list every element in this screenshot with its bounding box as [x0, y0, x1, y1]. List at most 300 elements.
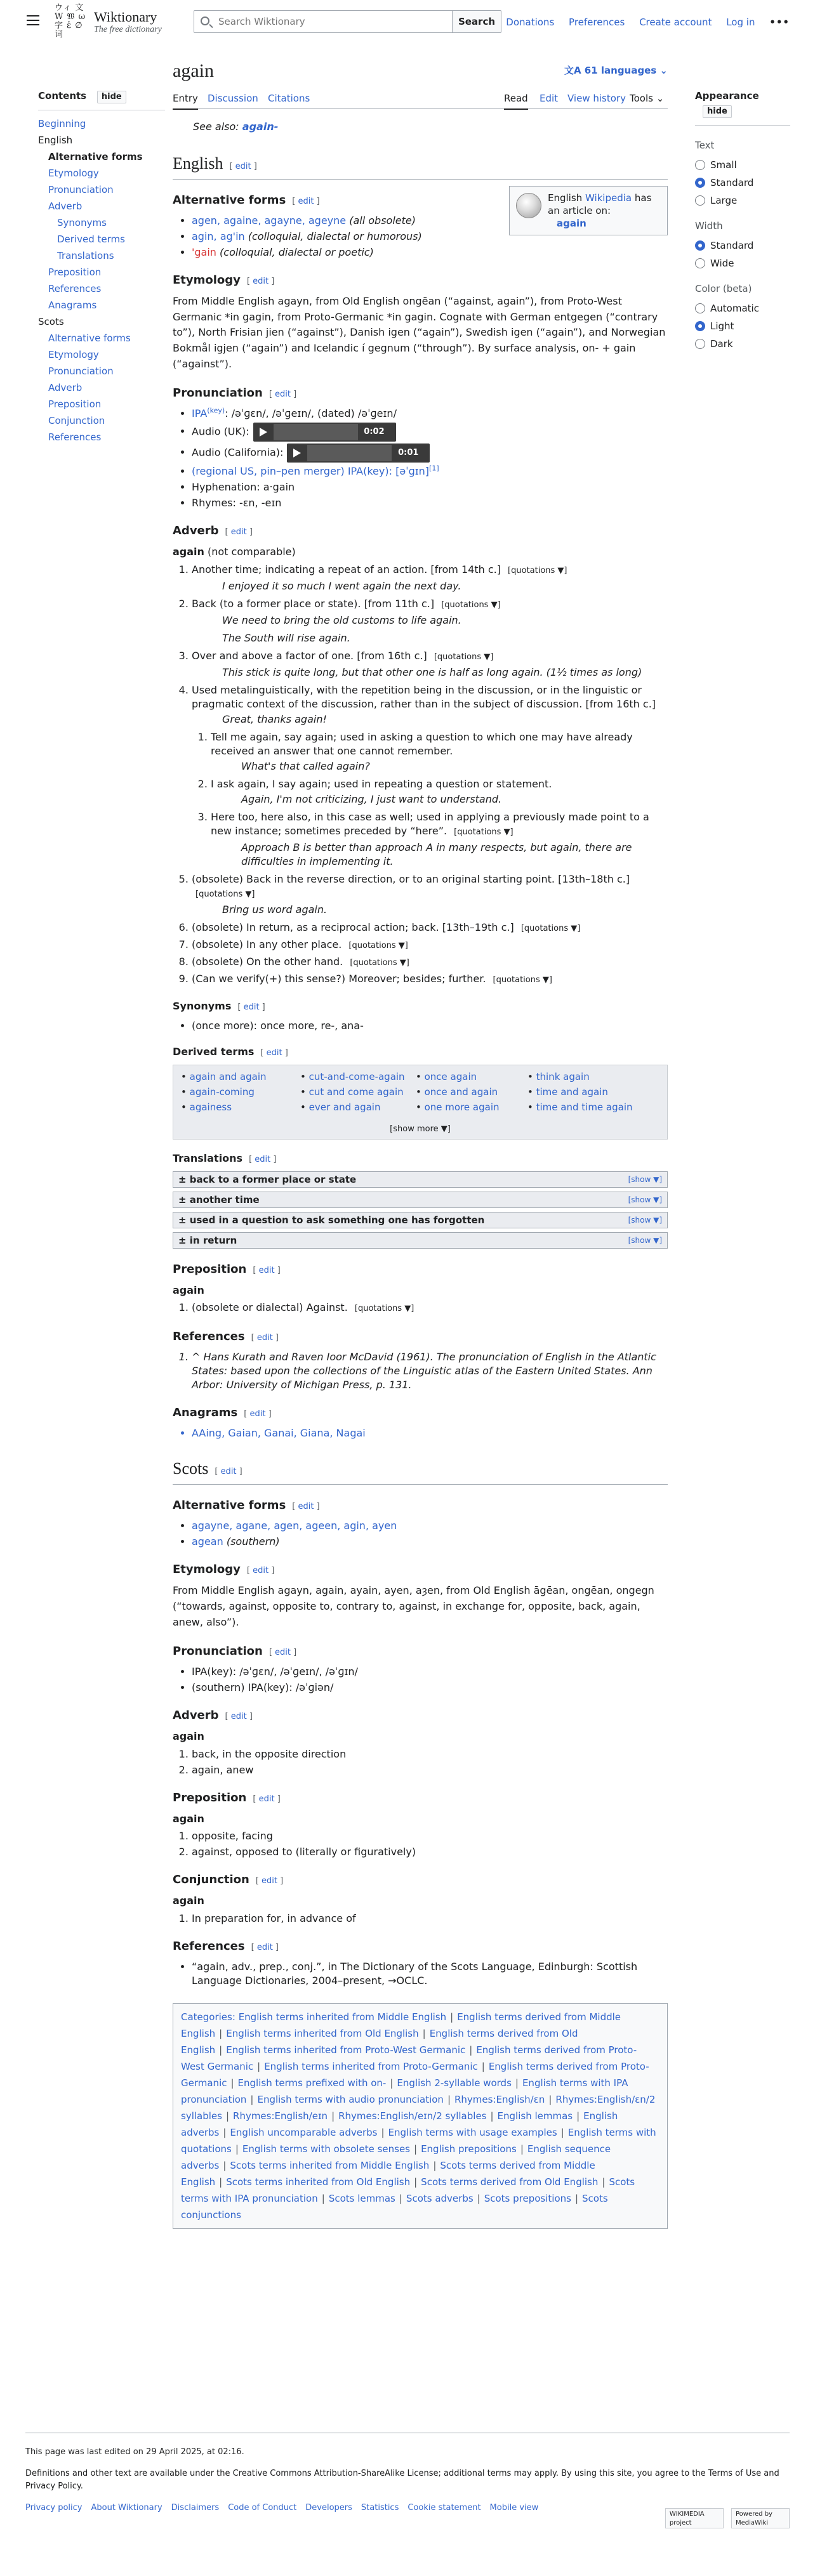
ipa-key-link[interactable]: (key) — [207, 406, 225, 415]
category-link[interactable]: Rhymes:English/ɛn — [454, 2094, 545, 2106]
toc-title: Contents — [38, 90, 87, 102]
languages-button[interactable]: 文A 61 languages ⌄ — [564, 65, 668, 76]
category-link[interactable]: English terms prefixed with on- — [237, 2077, 387, 2089]
category-separator: | — [560, 2127, 564, 2139]
derived-term-link[interactable]: • time and again — [527, 1084, 633, 1100]
usage-example: What's that called again? — [241, 759, 370, 772]
toc-item[interactable]: Etymology — [48, 168, 99, 180]
radio-icon — [695, 303, 705, 313]
category-separator: | — [225, 2110, 230, 2122]
category-separator: | — [223, 2127, 227, 2139]
edit-link[interactable]: [ edit ] — [255, 1876, 284, 1886]
appearance-panel — [695, 89, 790, 350]
usage-example: Bring us word again. — [222, 903, 328, 916]
mediawiki-badge[interactable]: Powered by MediaWiki — [731, 2508, 790, 2528]
edit-link[interactable]: [ edit ] — [260, 1048, 288, 1058]
main-menu-icon[interactable] — [27, 15, 39, 25]
usage-example: This stick is quite long, but that other one is half as long again. (1½ times as long) — [222, 666, 642, 678]
category-link[interactable]: English lemmas — [497, 2110, 573, 2122]
toc-item[interactable]: Beginning — [38, 118, 86, 130]
sense-item — [192, 972, 668, 987]
quotations-toggle[interactable]: [quotations ▼] — [493, 975, 552, 985]
edit-link[interactable]: [ edit ] — [215, 1467, 242, 1477]
sense-item — [192, 683, 668, 869]
search-input[interactable] — [217, 15, 484, 28]
heading-text: Adverb — [173, 523, 219, 537]
quotations-toggle[interactable]: [quotations ▼] — [434, 652, 494, 662]
footer-link[interactable]: Cookie statement — [408, 2503, 481, 2513]
radio-label: Standard — [710, 240, 754, 251]
category-separator: | — [219, 2028, 223, 2040]
sense-date: [13th–19th c.] — [442, 921, 517, 933]
scots-pronunciation-heading — [173, 1643, 668, 1661]
derived-term-link[interactable]: • once and again — [416, 1084, 500, 1100]
edit-link[interactable]: [ edit ] — [246, 1566, 275, 1576]
color-light-radio[interactable] — [695, 320, 790, 332]
site-title[interactable]: Wiktionary — [94, 9, 157, 25]
list-item[interactable]: • AAing, Gaian, Ganai, Giana, Nagai — [192, 1426, 668, 1440]
headword: again — [173, 1812, 204, 1825]
heading-text: Etymology — [173, 273, 241, 287]
edit-link[interactable]: [ edit ] — [246, 276, 275, 286]
show-toggle[interactable]: [show ▼] — [628, 1174, 662, 1184]
category-link[interactable]: English terms inherited from Proto-West Germanic — [226, 2044, 466, 2056]
category-link[interactable]: English terms inherited from Middle English — [238, 2011, 447, 2023]
category-link[interactable]: English terms with usage examples — [388, 2127, 557, 2139]
edit-link[interactable]: [ edit ] — [225, 1711, 253, 1721]
ipa-link[interactable]: IPA — [192, 407, 208, 419]
subsense-item — [211, 730, 668, 773]
user-links — [494, 15, 790, 30]
heading-text: Pronunciation — [173, 386, 263, 400]
toc-item[interactable]: Synonyms — [57, 217, 107, 229]
sense-item — [192, 955, 668, 970]
quotations-toggle[interactable]: [quotations ▼] — [348, 940, 408, 950]
show-toggle[interactable]: [show ▼] — [628, 1235, 662, 1245]
edit-link[interactable]: [ edit ] — [229, 161, 257, 171]
sense-item — [192, 649, 668, 680]
derived-term-link[interactable]: • again-coming — [181, 1084, 267, 1100]
category-link[interactable]: Scots adverbs — [406, 2193, 474, 2205]
radio-label: Wide — [710, 258, 734, 269]
edit-link[interactable]: [ edit ] — [253, 1265, 281, 1275]
radio-icon — [695, 160, 705, 170]
headword: again — [173, 1730, 204, 1742]
derived-term-link[interactable]: • think again — [527, 1069, 633, 1084]
headword-note: (not comparable) — [208, 545, 296, 558]
list-item: • $IPA^{(key)}$: /əˈɡɛn/, /əˈɡeɪn/, (dated) /əˈɡeɪn/ — [192, 407, 668, 421]
width-wide-radio[interactable] — [695, 258, 790, 269]
derived-term-link[interactable]: • once again — [416, 1069, 500, 1084]
alt-form-links[interactable]: agean — [192, 1535, 223, 1548]
quotations-toggle[interactable]: [quotations ▼] — [350, 957, 409, 968]
sense-date: [from 16th c.] — [585, 697, 656, 710]
etymology-heading — [173, 272, 668, 290]
wikipedia-globe-icon — [516, 193, 541, 218]
color-label: Color (beta) — [695, 283, 752, 294]
category-link[interactable]: Scots terms derived from Old English — [421, 2176, 599, 2188]
tab-edit[interactable]: Edit — [540, 93, 559, 104]
category-link[interactable]: Scots terms inherited from Middle English — [230, 2160, 430, 2172]
toc-item[interactable]: Anagrams — [48, 299, 97, 312]
heading-text: Etymology — [173, 1563, 241, 1577]
list-item: • IPA(key): /əˈɡɛn/, /əˈɡeɪn/, /əˈɡɪn/ — [192, 1665, 668, 1679]
category-link[interactable]: Scots conjunctions — [181, 2193, 608, 2221]
main-content — [173, 58, 668, 2229]
usage-example: Again, I'm not criticizing, I just want to understand. — [241, 792, 502, 805]
synonyms-list — [173, 1019, 668, 1033]
see-also-label: See also: — [193, 121, 239, 133]
rhymes-text[interactable]: Rhymes: -ɛn, -eɪn — [192, 496, 282, 509]
quotations-toggle[interactable]: [quotations ▼] — [520, 923, 581, 933]
audio-player-uk[interactable] — [253, 423, 396, 442]
list-item: 2. against, opposed to (literally or figuratively) — [192, 1845, 668, 1859]
appearance-hide-button[interactable]: hide — [703, 105, 732, 118]
preposition-heading — [173, 1261, 668, 1279]
toc-item[interactable]: Preposition — [48, 398, 102, 411]
derived-terms-heading — [173, 1044, 668, 1061]
scots-alt-forms-list — [173, 1519, 668, 1549]
translation-box[interactable] — [173, 1192, 668, 1208]
derived-term-link[interactable]: • one more again — [416, 1100, 500, 1115]
alt-form-note: (southern) — [226, 1535, 280, 1548]
ipa-text: /əˈɡɛn/, /əˈɡeɪn/, (dated) /əˈɡeɪn/ — [231, 407, 397, 419]
audio-progress-bar[interactable] — [274, 424, 358, 440]
play-icon[interactable] — [293, 449, 301, 457]
text-size-label: Text — [695, 139, 715, 151]
regional-ipa[interactable]: (regional US, pin–pen merger) IPA(key): [əˈɡɪn] — [192, 464, 430, 477]
edit-link[interactable]: [ edit ] — [249, 1154, 277, 1164]
references-list — [173, 1350, 668, 1392]
category-separator: | — [230, 2077, 234, 2089]
adverb-senses — [173, 563, 668, 987]
wikibox-text: English — [548, 192, 583, 204]
see-also-link[interactable]: again- — [242, 121, 279, 133]
quotations-toggle[interactable]: [quotations ▼] — [454, 827, 514, 837]
category-link[interactable]: English terms inherited from Proto-Germanic — [264, 2061, 478, 2073]
heading-text: References — [173, 1940, 245, 1954]
quotations-toggle[interactable]: [quotations ▼] — [508, 565, 567, 575]
headword: again — [173, 545, 204, 558]
audio-player-california[interactable] — [287, 444, 430, 463]
color-automatic-radio[interactable] — [695, 303, 790, 314]
derived-terms-column — [416, 1069, 500, 1115]
width-standard-radio[interactable] — [695, 240, 790, 251]
toc-item[interactable]: Pronunciation — [48, 365, 114, 378]
alt-form-links[interactable]: 'gain — [192, 246, 216, 258]
audio-duration: 0:01 — [398, 447, 419, 457]
toc-item[interactable]: Etymology — [48, 349, 99, 361]
sense-item — [192, 921, 668, 936]
donations-link[interactable]: Donations — [506, 16, 555, 28]
toc-hide-button[interactable]: hide — [97, 91, 126, 103]
category-link[interactable]: English terms with quotations — [181, 2127, 656, 2155]
radio-selected-icon — [695, 321, 705, 331]
scots-conjunction-senses — [173, 1912, 668, 1926]
sense-text: Back (to a former place or state). — [192, 597, 364, 610]
subsense-item — [211, 810, 668, 869]
play-icon[interactable] — [260, 428, 267, 437]
list-item — [192, 1301, 668, 1316]
translations-list — [173, 1171, 668, 1249]
heading-text: Synonyms — [173, 999, 232, 1012]
quotations-toggle[interactable]: [quotations ▼] — [195, 889, 255, 899]
toc-item[interactable]: Conjunction — [48, 415, 105, 427]
sense-date: [from 16th c.] — [357, 649, 430, 662]
footer-link[interactable]: Mobile view — [489, 2503, 539, 2513]
tab-tools[interactable]: Tools ⌄ — [630, 93, 665, 104]
search-button[interactable]: Search — [452, 10, 501, 33]
edit-link[interactable]: [ edit ] — [268, 1647, 297, 1657]
category-link[interactable]: English terms derived from Middle English — [181, 2011, 621, 2040]
scots-preposition-senses — [173, 1829, 668, 1859]
category-link[interactable]: English 2-syllable words — [397, 2077, 512, 2089]
category-link[interactable]: Scots terms with IPA pronunciation — [181, 2176, 635, 2205]
toc-item[interactable]: Adverb — [48, 200, 83, 213]
footer-link[interactable]: Privacy policy — [25, 2503, 83, 2513]
category-link[interactable]: English terms inherited from Old English — [226, 2028, 419, 2040]
footer-link[interactable]: Disclaimers — [171, 2503, 220, 2513]
text-size-standard-radio[interactable] — [695, 177, 790, 188]
anagrams-list — [173, 1426, 668, 1440]
list-item: 1. back, in the opposite direction — [192, 1747, 668, 1761]
derived-term-link[interactable]: • againess — [181, 1100, 267, 1115]
quotations-toggle[interactable]: [quotations ▼] — [354, 1304, 414, 1314]
list-item — [192, 1519, 668, 1533]
category-link[interactable]: Rhymes:English/eɪn — [233, 2110, 328, 2122]
category-link[interactable]: English prepositions — [421, 2143, 517, 2155]
category-link[interactable]: Rhymes:English/ɛn/2 syllables — [181, 2094, 656, 2122]
edit-link[interactable]: [ edit ] — [268, 389, 297, 399]
translation-box[interactable] — [173, 1171, 668, 1188]
translation-gloss: ± used in a question to ask something one has forgotten — [178, 1214, 485, 1226]
footer-link[interactable]: About Wiktionary — [91, 2503, 162, 2513]
toc-item[interactable]: References — [48, 431, 102, 444]
sense-text: (Can we verify(+) this sense?) Moreover; besides; further. — [192, 972, 489, 985]
tab-citations[interactable]: Citations — [268, 93, 310, 104]
category-link[interactable]: English adverbs — [181, 2110, 618, 2139]
derived-term-link[interactable]: • cut and come again — [300, 1084, 405, 1100]
tab-view-history[interactable]: View history — [567, 93, 626, 104]
tab-discussion[interactable]: Discussion — [208, 93, 258, 104]
edit-link[interactable]: [ edit ] — [237, 1002, 265, 1012]
adverb-heading — [173, 523, 668, 541]
category-link[interactable]: English terms with audio pronunciation — [257, 2094, 444, 2106]
more-options-icon[interactable]: ••• — [769, 16, 790, 28]
list-item[interactable]: • (once more): once more, re-, ana- — [192, 1019, 668, 1033]
references-heading — [173, 1329, 668, 1346]
derived-term-link[interactable]: • cut-and-come-again — [300, 1069, 405, 1084]
heading-text: Preposition — [173, 1791, 247, 1804]
heading-text: Conjunction — [173, 1873, 249, 1887]
category-separator: | — [576, 2110, 580, 2122]
category-separator: | — [548, 2094, 552, 2106]
usage-example: The South will rise again. — [222, 631, 350, 644]
derived-term-link[interactable]: • ever and again — [300, 1100, 405, 1115]
heading-text: References — [173, 1330, 245, 1344]
category-link[interactable]: English sequence adverbs — [181, 2143, 611, 2172]
category-separator: | — [321, 2193, 325, 2205]
page-footer — [25, 2433, 790, 2527]
license-text: Definitions and other text are available under the Creative Commons Attribution-ShareAlike License; additional terms may apply. By using this site, you agree to the Terms of Use and Privacy Policy. — [25, 2469, 779, 2492]
alt-form-links[interactable]: agin, ag'in — [192, 230, 245, 242]
translation-box[interactable] — [173, 1232, 668, 1249]
wikipedia-link[interactable]: Wikipedia — [585, 192, 632, 204]
translation-box[interactable] — [173, 1212, 668, 1228]
sense-text: (obsolete) Back in the reverse direction, or to an original starting point. — [192, 872, 559, 885]
radio-label: Light — [710, 320, 734, 332]
sense-text: (obsolete) On the other hand. — [192, 955, 347, 968]
radio-label: Small — [710, 159, 737, 171]
list-item — [192, 496, 668, 510]
list-item — [192, 423, 668, 442]
edit-link[interactable]: [ edit ] — [225, 527, 253, 537]
reference-link[interactable]: [1] — [429, 464, 439, 473]
footer-link[interactable]: Code of Conduct — [228, 2503, 297, 2513]
create-account-link[interactable]: Create account — [639, 16, 712, 28]
heading-text: English — [173, 154, 223, 173]
category-separator: | — [223, 2160, 227, 2172]
category-separator: | — [422, 2028, 426, 2040]
sense-date: [from 14th c.] — [430, 563, 505, 575]
wikipedia-article-link[interactable]: again — [557, 217, 586, 229]
category-link[interactable]: English terms with obsolete senses — [242, 2143, 410, 2155]
synonyms-heading — [173, 999, 668, 1015]
appearance-divider — [695, 125, 790, 126]
edit-link[interactable]: [ edit ] — [253, 1794, 281, 1804]
category-separator: | — [219, 2044, 223, 2056]
radio-label: Standard — [710, 176, 754, 188]
heading-text: Scots — [173, 1459, 209, 1478]
toc-item[interactable]: Preposition — [48, 266, 102, 279]
text-size-small-radio[interactable] — [695, 159, 790, 171]
edit-link[interactable]: [ edit ] — [251, 1333, 279, 1343]
text-size-large-radio[interactable] — [695, 195, 790, 206]
edit-link[interactable]: [ edit ] — [251, 1943, 279, 1953]
wiktionary-logo[interactable]: ウィ 文 W 𝔚 ω 字 ἐ ∅ 词 — [55, 3, 86, 39]
toc-item[interactable]: Adverb — [48, 382, 83, 394]
toc-item[interactable]: References — [48, 283, 102, 295]
tab-read[interactable]: Read — [504, 91, 528, 110]
derived-terms-column — [181, 1069, 267, 1115]
sense-text: Over and above a factor of one. — [192, 649, 357, 662]
category-link[interactable]: Scots terms derived from Middle English — [181, 2160, 595, 2188]
category-separator: | — [450, 2011, 454, 2023]
list-item — [192, 246, 477, 260]
quotations-toggle[interactable]: [quotations ▼] — [441, 600, 501, 610]
toc-item[interactable]: Scots — [38, 316, 64, 328]
tab-entry[interactable]: Entry — [173, 91, 198, 110]
search-icon — [201, 16, 209, 25]
alt-form-links[interactable]: agen, againe, agayne, ageyne — [192, 214, 347, 227]
radio-selected-icon — [695, 178, 705, 188]
edit-link[interactable]: [ edit ] — [244, 1409, 272, 1419]
category-link[interactable]: English terms with IPA pronunciation — [181, 2077, 628, 2106]
derived-term-link[interactable]: • again and again — [181, 1069, 267, 1084]
pronunciation-heading — [173, 385, 668, 403]
audio-progress-bar[interactable] — [307, 445, 392, 461]
sense-text: (obsolete) In return, as a reciprocal action; back. — [192, 921, 442, 933]
languages-label: 61 languages — [584, 65, 657, 76]
derived-term-link[interactable]: • time and time again — [527, 1100, 633, 1115]
toc-item[interactable]: Alternative forms — [48, 332, 131, 345]
category-separator: | — [390, 2077, 394, 2089]
category-link[interactable]: Scots terms inherited from Old English — [226, 2176, 411, 2188]
category-separator: | — [481, 2061, 485, 2073]
alt-form-links[interactable]: agayne, agane, agen, ageen, agin, ayen — [192, 1520, 397, 1532]
list-item: 1. ^ Hans Kurath and Raven Ioor McDavid (1961). The pronunciation of English in the Atlantic States: based upon the collections of the Linguistic atlas of the Eastern United States. Ann Arbor: University of Michigan Press, p. 131. — [192, 1350, 668, 1392]
footer-badges — [660, 2508, 790, 2529]
category-separator: | — [414, 2143, 418, 2155]
category-separator: | — [477, 2193, 480, 2205]
category-separator: | — [414, 2176, 418, 2188]
edit-link[interactable]: [ edit ] — [292, 1502, 320, 1512]
footer-link[interactable]: Developers — [305, 2503, 352, 2513]
list-item: 2. again, anew — [192, 1763, 668, 1777]
category-link[interactable]: English terms derived from Old English — [181, 2028, 578, 2056]
width-label: Width — [695, 220, 723, 232]
sense-item — [192, 938, 668, 953]
heading-text: Alternative forms — [173, 193, 286, 207]
category-separator: | — [235, 2143, 239, 2155]
color-dark-radio[interactable] — [695, 338, 790, 350]
category-separator: | — [433, 2160, 437, 2172]
scots-adverb-senses — [173, 1747, 668, 1777]
usage-example: Great, thanks again! — [222, 713, 327, 725]
edit-link[interactable]: [ edit ] — [292, 196, 320, 206]
derived-terms-column — [300, 1069, 405, 1115]
category-separator: | — [490, 2110, 494, 2122]
anagrams-heading — [173, 1405, 668, 1423]
category-link[interactable]: English uncomparable adverbs — [230, 2127, 378, 2139]
site-header — [0, 0, 815, 44]
category-link[interactable]: Rhymes:English/eɪn/2 syllables — [338, 2110, 487, 2122]
category-separator: | — [257, 2061, 261, 2073]
headword: again — [173, 1895, 204, 1907]
toc-item[interactable]: Pronunciation — [48, 184, 114, 196]
scots-adverb-heading — [173, 1707, 668, 1725]
wikimedia-badge[interactable]: WIKIMEDIA project — [665, 2508, 724, 2528]
categories-label[interactable]: Categories: — [181, 2011, 235, 2023]
category-link[interactable]: English terms derived from Proto-West Germanic — [181, 2044, 637, 2073]
toc-item[interactable]: Derived terms — [57, 233, 125, 246]
category-link[interactable]: English terms derived from Proto-Germanic — [181, 2061, 649, 2089]
category-separator: | — [469, 2044, 473, 2056]
category-link[interactable]: Scots prepositions — [484, 2193, 571, 2205]
list-item: • Hyphenation: a‧gain — [192, 480, 668, 494]
radio-label: Automatic — [710, 303, 759, 315]
usage-example: I enjoyed it so much I went again the next day. — [222, 579, 461, 592]
footer-link[interactable]: Statistics — [361, 2503, 399, 2513]
wikibox-text: has an article on: — [548, 192, 652, 216]
show-toggle[interactable]: [show ▼] — [628, 1215, 662, 1225]
heading-text: Translations — [173, 1152, 243, 1164]
category-separator: | — [515, 2077, 519, 2089]
toc-item[interactable]: English — [38, 135, 73, 147]
toc-item[interactable]: Alternative forms — [48, 151, 143, 163]
sense-text: (obsolete) In any other place. — [192, 938, 345, 950]
show-toggle[interactable]: [show ▼] — [628, 1195, 662, 1204]
sense-text: Used metalinguistically, with the repetition being in the discussion, or in the linguistic or pragmatic context of the discussion, rather than in the subject of discussion. — [192, 683, 642, 710]
scots-etymology-heading — [173, 1561, 668, 1579]
show-more-button[interactable]: [show more ▼] — [390, 1124, 451, 1134]
toc-item[interactable]: Translations — [57, 250, 114, 262]
audio-label: Audio (California): — [192, 446, 284, 459]
log-in-link[interactable]: Log in — [726, 16, 755, 28]
preferences-link[interactable]: Preferences — [569, 16, 625, 28]
category-link[interactable]: Scots lemmas — [328, 2193, 395, 2205]
radio-label: Large — [710, 194, 738, 206]
